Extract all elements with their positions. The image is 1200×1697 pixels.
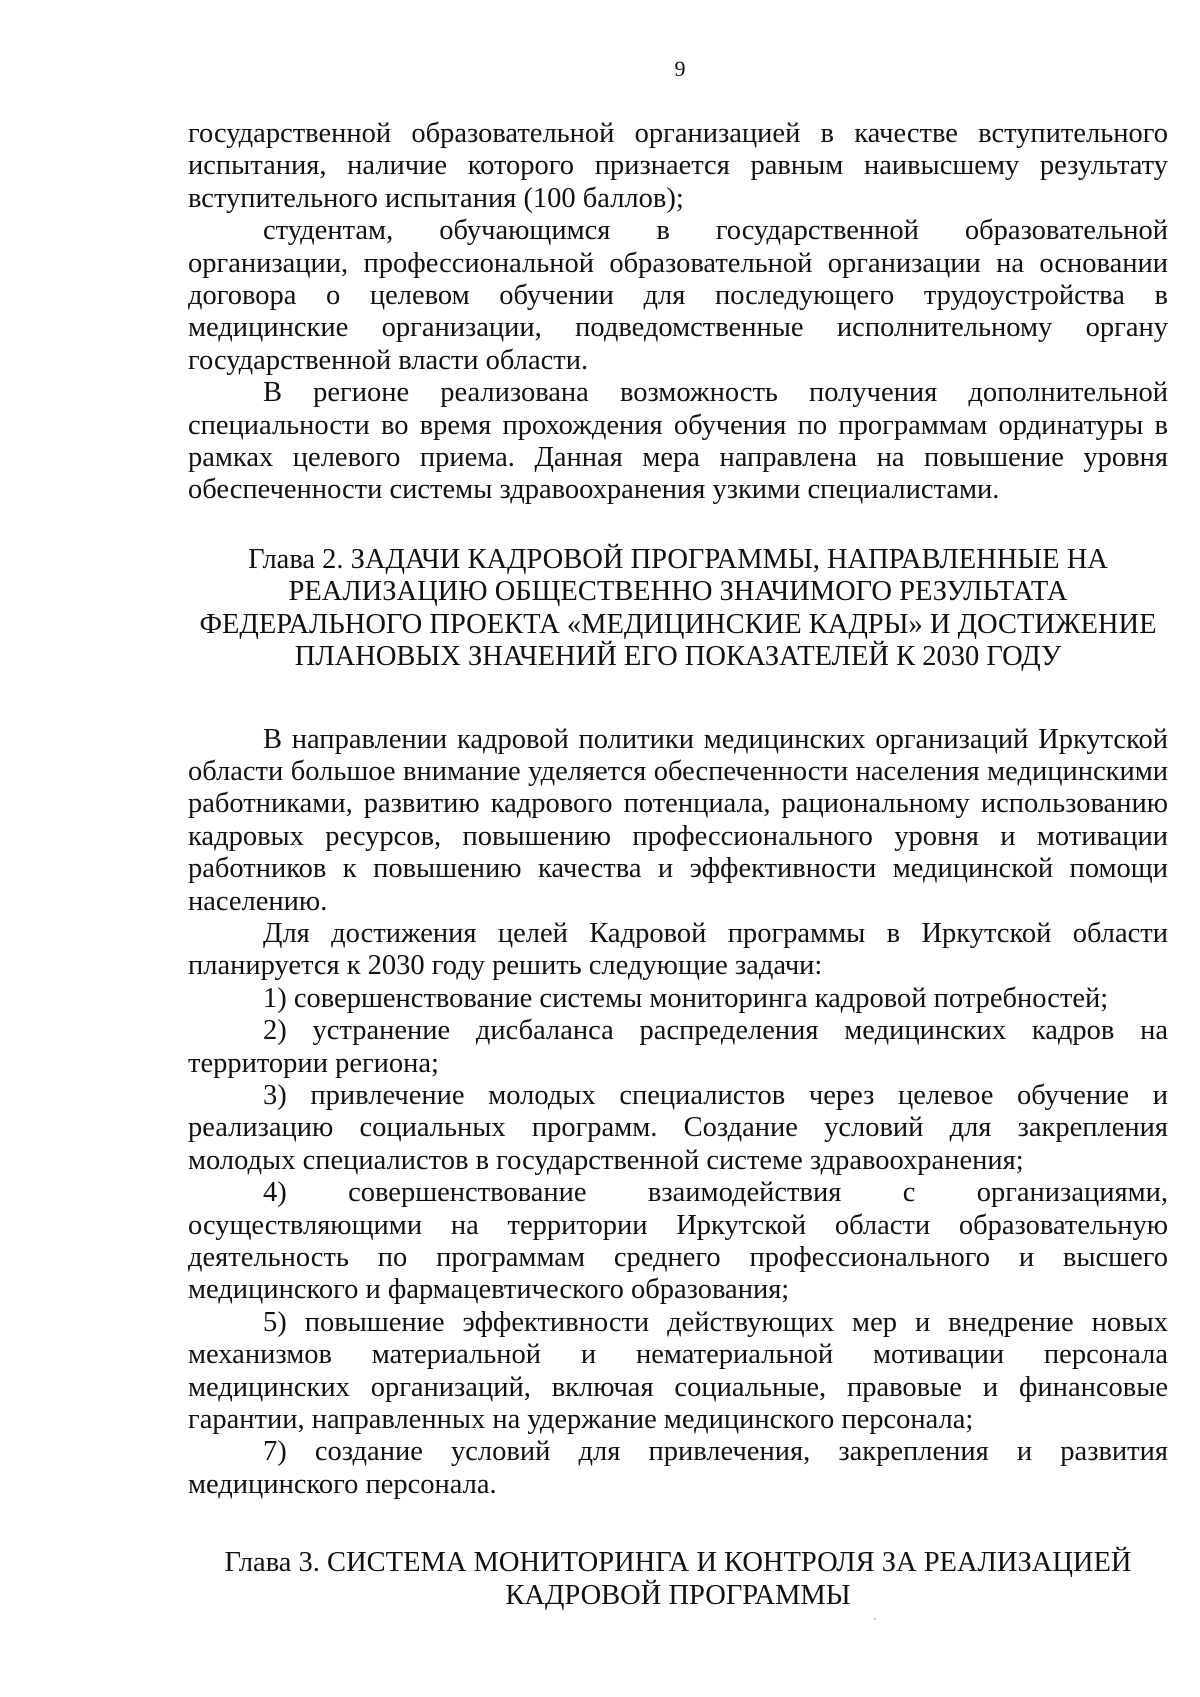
- document-body: [188, 118, 1168, 1612]
- list-item-task-1: 1) совершенствование системы мониторинга кадровой потребностей;: [263, 982, 1109, 1014]
- paragraph-region: В регионе реализована возможность получения дополнительной специальности во время прохождения обучения по программам ординатуры в рамках целевого приема. Данная мера направлена на повышение уровня обеспеченности системы здравоохранения узкими специалистами.: [188, 377, 1168, 506]
- list-item-task-7: 7) создание условий для привлечения, закрепления и развития медицинского персонала.: [188, 1436, 1168, 1500]
- list-item-task-3: 3) привлечение молодых специалистов через целевое обучение и реализацию социальных программ. Создание условий для закрепления молодых специалистов в государственной системе здравоохранения;: [188, 1079, 1168, 1176]
- chapter-2-title-line: ПЛАНОВЫХ ЗНАЧЕНИЙ ЕГО ПОКАЗАТЕЛЕЙ К 2030 ГОДУ: [294, 641, 1062, 673]
- paragraph-students: студентам, обучающимся в государственной образовательной организации, профессиональной образовательной организации на основании договора о целевом обучении для последующего трудоустройства в медицинские организации, подведомственные исполнительному органу государственной власти области.: [188, 215, 1168, 376]
- chapter-3-title-line: КАДРОВОЙ ПРОГРАММЫ: [505, 1579, 851, 1611]
- scan-dust-mark: [874, 1618, 876, 1620]
- list-item-task-5: 5) повышение эффективности действующих мер и внедрение новых механизмов материальной и нематериальной мотивации персонала медицинских организаций, включая социальные, правовые и финансовые гарантии, направленных на удержание медицинского персонала;: [188, 1306, 1168, 1436]
- chapter-2-title-line: ФЕДЕРАЛЬНОГО ПРОЕКТА «МЕДИЦИНСКИЕ КАДРЫ» И ДОСТИЖЕНИЕ: [199, 608, 1157, 640]
- chapter-3-title: [188, 1547, 1168, 1612]
- paragraph-continuation: государственной образовательной организацией в качестве вступительного испытания, наличие которого признается равным наивысшему результату вступительного испытания (100 баллов);: [188, 118, 1168, 214]
- chapter-2-title-line: Глава 2. ЗАДАЧИ КАДРОВОЙ ПРОГРАММЫ, НАПРАВЛЕННЫЕ НА: [248, 543, 1108, 575]
- page-number: 9: [674, 56, 686, 81]
- paragraph-policy: В направлении кадровой политики медицинских организаций Иркутской области большое внимание уделяется обеспеченности населения медицинскими работниками, развитию кадрового потенциала, рациональному использованию кадровых ресурсов, повышению профессионального уровня и мотивации работников к повышению качества и эффективности медицинской помощи населению.: [188, 723, 1168, 917]
- list-item-task-4: 4) совершенствование взаимодействия с организациями, осуществляющими на территории Иркутской области образовательную деятельность по программам среднего профессионального и высшего медицинского и фармацевтического образования;: [188, 1177, 1168, 1306]
- paragraph-goals: Для достижения целей Кадровой программы в Иркутской области планируется к 2030 году решить следующие задачи:: [188, 917, 1168, 982]
- list-item-task-2: 2) устранение дисбаланса распределения медицинских кадров на территории региона;: [188, 1015, 1168, 1079]
- chapter-2-title: [188, 544, 1168, 674]
- chapter-2-title-line: РЕАЛИЗАЦИЮ ОБЩЕСТВЕННО ЗНАЧИМОГО РЕЗУЛЬТАТА: [288, 576, 1068, 608]
- chapter-3-title-line: Глава 3. СИСТЕМА МОНИТОРИНГА И КОНТРОЛЯ ЗА РЕАЛИЗАЦИЕЙ: [224, 1547, 1132, 1579]
